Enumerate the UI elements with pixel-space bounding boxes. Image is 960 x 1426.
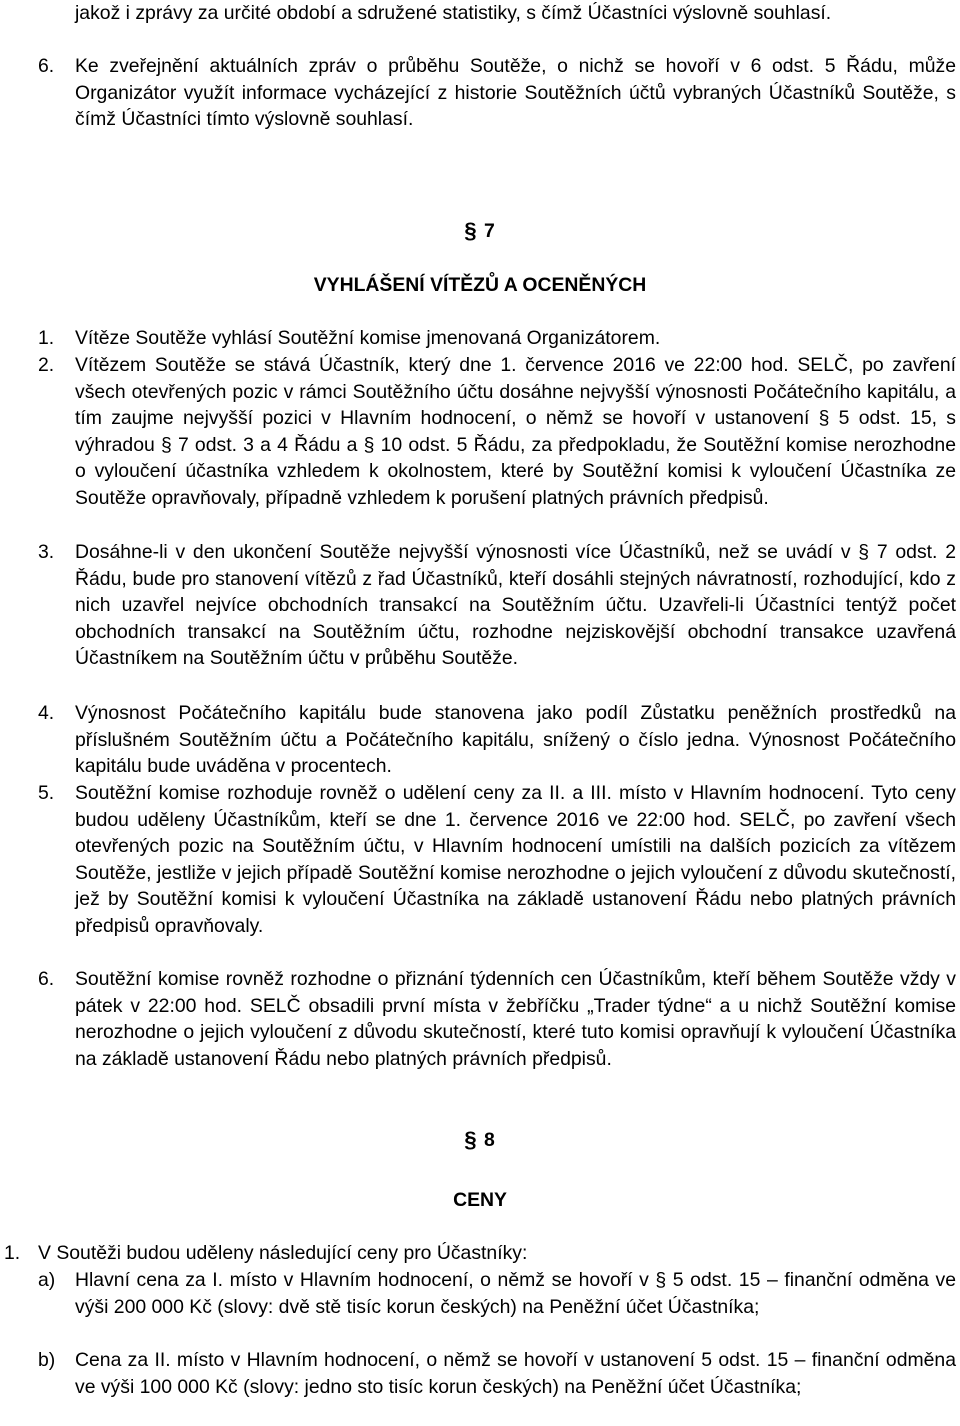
paragraph-continuation: jakož i zprávy za určité období a sdružené statistiky, s čímž Účastníci výslovně souhlasí. — [75, 2, 832, 24]
item-text: Vítěze Soutěže vyhlásí Soutěžní komise jmenovaná Organizátorem. — [75, 327, 661, 349]
item-text: V Soutěži budou uděleny následující ceny pro Účastníky: — [38, 1242, 528, 1264]
item-text: Ke zveřejnění aktuálních zpráv o průběhu Soutěže, o nichž se hovoří v 6 odst. 5 Řádu, může Organizátor využít informace vycházející z historie Soutěžních účtů vybraných Účastníků Soutěže, s čímž Účastníci tímto výslovně souhlasí. — [75, 55, 956, 131]
list-item — [38, 325, 956, 352]
item-number: 6. — [38, 55, 55, 77]
subitem-text: Cena za II. místo v Hlavním hodnocení, o němž se hovoří v ustanovení 5 odst. 15 – finanční odměna ve výši 100 000 Kč (slovy: jedno sto tisíc korun českých) na Peněžní účet Účastníka; — [75, 1349, 956, 1398]
section-title: VYHLÁŠENÍ VÍTĚZŮ A OCENĚNÝCH — [313, 274, 647, 296]
section-title: CENY — [453, 1189, 507, 1211]
list-item — [38, 780, 956, 940]
list-subitem — [38, 1347, 956, 1400]
item-number: 1. — [4, 1242, 21, 1264]
item-text: Dosáhne-li v den ukončení Soutěže nejvyšší výnosnosti více Účastníků, než se uvádí v § 7 odst. 2 Řádu, bude pro stanovení vítězů z řad Účastníků, kteří dosáhli stejných návratností, rozhodující, kdo z nich uzavřel nejvíce obchodních transakcí na Soutěžním účtu. Uzavřeli-li Účastníci tentýž počet obchodních transakcí na Soutěžním účtu, rozhodne nejziskovější obchodní transakce uzavřená Účastníkem na Soutěžním účtu v průběhu Soutěže. — [75, 541, 956, 670]
item-number: 3. — [38, 541, 55, 563]
section-symbol: § — [464, 1127, 477, 1153]
list-item — [38, 352, 956, 512]
list-item — [38, 700, 956, 780]
item-text: Soutěžní komise rovněž rozhodne o přiznání týdenních cen Účastníkům, kteří během Soutěže vždy v pátek v 22:00 hod. SELČ obsadili první místa v žebříčku „Trader týdne“ a u nichž Soutěžní komise nerozhodne o jejich vyloučení z důvodu skutečností, které tuto komisi opravňují k vyloučení Účastníka na základě ustanovení Řádu nebo platných právních předpisů. — [75, 968, 956, 1070]
section-symbol: § — [464, 218, 477, 244]
item-number: 6. — [38, 968, 55, 990]
subitem-label: b) — [38, 1349, 56, 1371]
list-item — [38, 53, 956, 133]
subitem-label: a) — [38, 1269, 56, 1291]
item-text: Soutěžní komise rozhoduje rovněž o udělení ceny za II. a III. místo v Hlavním hodnocení. Tyto ceny budou uděleny Účastníkům, kteří se dne 1. července 2016 ve 22:00 hod. SELČ, po zavření všech otevřených pozic na Soutěžním účtu, v Hlavním hodnocení umístili na dalších pozicích za vítězem Soutěže, jestliže v jejich případě Soutěžní komise nerozhodne o jejich vyloučení z důvodu skutečností, jež by Soutěžní komisi k vyloučení Účastníka na základě ustanovení Řádu nebo platných právních předpisů opravňovaly. — [75, 782, 956, 937]
subitem-text: Hlavní cena za I. místo v Hlavním hodnocení, o němž se hovoří v § 5 odst. 15 – finanční odměna ve výši 200 000 Kč (slovy: dvě stě tisíc korun českých) na Peněžní účet Účastníka; — [75, 1269, 956, 1318]
item-number: 1. — [38, 327, 55, 349]
section-number — [0, 218, 960, 245]
section-number-value: 8 — [484, 1129, 495, 1151]
list-item — [38, 966, 956, 1072]
list-subitem — [38, 1267, 956, 1320]
item-number: 4. — [38, 702, 55, 724]
section-number — [0, 1127, 960, 1154]
item-number: 2. — [38, 354, 55, 376]
item-text: Výnosnost Počátečního kapitálu bude stanovena jako podíl Zůstatku peněžních prostředků na příslušném Soutěžním účtu a Počátečního kapitálu, snížený o číslo jedna. Výnosnost Počátečního kapitálu bude uváděna v procentech. — [75, 702, 956, 778]
section-number-value: 7 — [484, 220, 495, 242]
item-text: Vítězem Soutěže se stává Účastník, který dne 1. července 2016 ve 22:00 hod. SELČ, po zavření všech otevřených pozic v rámci Soutěžního účtu dosáhne nejvyšší výnosnosti Počátečního kapitálu, a tím zaujme nejvyšší pozici v Hlavním hodnocení, o němž se hovoří v ustanovení § 5 odst. 15, s výhradou § 7 odst. 3 a 4 Řádu a § 10 odst. 5 Řádu, za předpokladu, že Soutěžní komise nerozhodne o vyloučení účastníka vzhledem k okolnostem, které by Soutěžní komisi k vyloučení Účastníka ze Soutěže opravňovaly, případně vzhledem k porušení platných právních předpisů. — [75, 354, 956, 509]
list-item — [38, 539, 956, 672]
item-number: 5. — [38, 782, 55, 804]
